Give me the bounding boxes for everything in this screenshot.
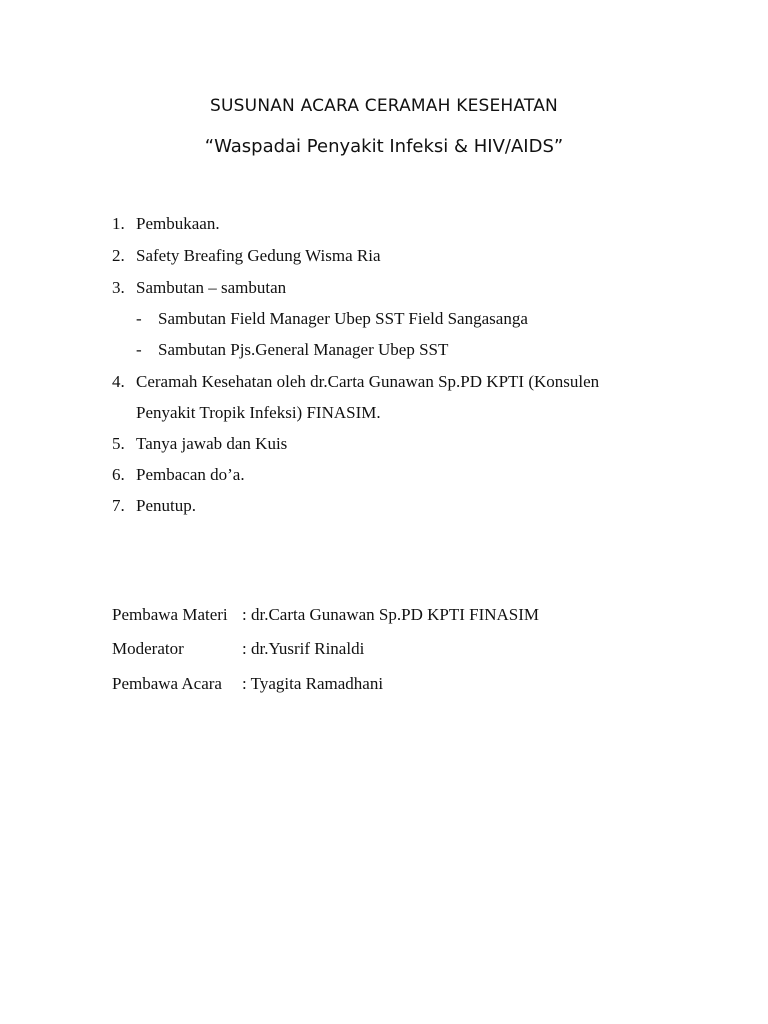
item-number: 5. <box>112 434 125 453</box>
sub-item-bullet: - <box>136 340 142 359</box>
sub-item-text: Sambutan Pjs.General Manager Ubep SST <box>158 340 449 359</box>
item-number: 6. <box>112 465 125 484</box>
item-number: 7. <box>112 496 125 515</box>
item-text: Penutup. <box>136 496 196 515</box>
item-number: 4. <box>112 372 125 391</box>
document-subtitle: “Waspadai Penyakit Infeksi & HIV/AIDS” <box>204 136 564 157</box>
role-label: Moderator <box>112 639 184 658</box>
sub-item-text: Sambutan Field Manager Ubep SST Field Sangasanga <box>158 309 528 328</box>
item-text: Tanya jawab dan Kuis <box>136 434 288 453</box>
document-title: SUSUNAN ACARA CERAMAH KESEHATAN <box>210 96 558 116</box>
item-text: Ceramah Kesehatan oleh dr.Carta Gunawan Sp.PD KPTI (Konsulen <box>136 372 600 391</box>
item-number: 1. <box>112 214 125 233</box>
item-text: Safety Breafing Gedung Wisma Ria <box>136 246 381 265</box>
item-number: 3. <box>112 278 125 297</box>
item-text: Pembacan do’a. <box>136 465 245 484</box>
role-value: : dr.Carta Gunawan Sp.PD KPTI FINASIM <box>242 605 540 624</box>
item-text-continuation: Penyakit Tropik Infeksi) FINASIM. <box>136 403 381 422</box>
item-text: Sambutan – sambutan <box>136 278 287 297</box>
role-value: : dr.Yusrif Rinaldi <box>242 639 365 658</box>
sub-item-bullet: - <box>136 309 142 328</box>
item-number: 2. <box>112 246 125 265</box>
role-label: Pembawa Materi <box>112 605 228 624</box>
role-label: Pembawa Acara <box>112 674 222 693</box>
item-text: Pembukaan. <box>136 214 220 233</box>
role-value: : Tyagita Ramadhani <box>242 674 384 693</box>
